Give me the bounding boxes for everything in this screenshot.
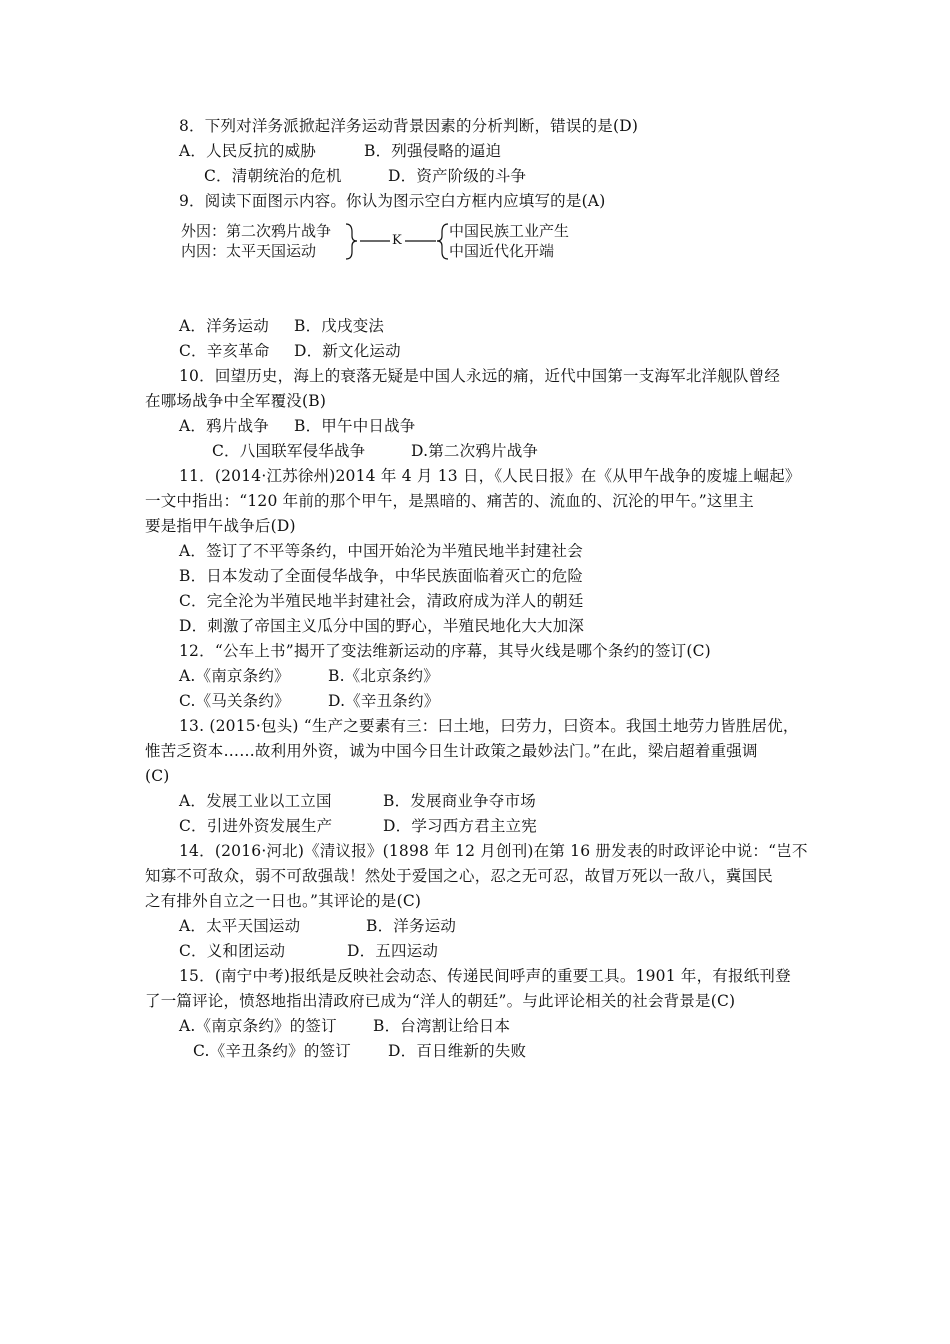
- q8-stem: 8．下列对洋务派掀起洋务运动背景因素的分析判断，错误的是(D): [179, 117, 639, 135]
- q9-option-a: A．洋务运动: [179, 317, 269, 335]
- q10-option-c: C．八国联军侵华战争: [212, 442, 366, 460]
- q12-option-b: B.《北京条约》: [328, 667, 439, 685]
- q10-option-b: B．甲午中日战争: [294, 417, 416, 435]
- q11-option-c: C．完全沦为半殖民地半封建社会，清政府成为洋人的朝廷: [179, 592, 584, 610]
- q14-stem-line3: 之有排外自立之一日也。”其评论的是(C): [145, 892, 422, 910]
- q9-diagram-inner-cause: 内因：太平天国运动: [181, 242, 317, 260]
- q8-option-c: C．清朝统治的危机: [204, 167, 342, 185]
- q14-option-c: C．义和团运动: [179, 942, 286, 960]
- q9-diagram-result-2: 中国近代化开端: [449, 242, 555, 260]
- q12-option-d: D.《辛丑条约》: [328, 692, 440, 710]
- q13-option-a: A．发展工业以工立国: [179, 792, 332, 810]
- q11-option-b: B．日本发动了全面侵华战争，中华民族面临着灭亡的危险: [179, 567, 584, 585]
- q15-option-b: B．台湾割让给日本: [373, 1017, 511, 1035]
- q14-option-b: B．洋务运动: [366, 917, 457, 935]
- q13-stem-line3: (C): [145, 767, 170, 785]
- q13-stem-line2: 惟苦乏资本……故利用外资，诚为中国今日生计政策之最妙法门。”在此，梁启超着重强调: [145, 742, 758, 760]
- q9-option-d: D．新文化运动: [294, 342, 401, 360]
- q13-stem-line1: 13. (2015·包头) “生产之要素有三：曰土地，曰劳力，曰资本。我国土地劳力皆胜居优，: [179, 717, 799, 735]
- q13-option-c: C．引进外资发展生产: [179, 817, 333, 835]
- q9-diagram-outer-cause: 外因：第二次鸦片战争: [181, 222, 332, 240]
- q10-stem-line1: 10．回望历史，海上的衰落无疑是中国人永远的痛，近代中国第一支海军北洋舰队曾经: [179, 367, 781, 385]
- q9-option-b: B．戊戌变法: [294, 317, 385, 335]
- q14-option-a: A．太平天国运动: [179, 917, 301, 935]
- q11-option-a: A．签订了不平等条约，中国开始沦为半殖民地半封建社会: [179, 542, 583, 560]
- q9-diagram-result-1: 中国民族工业产生: [449, 222, 570, 240]
- q8-option-b: B．列强侵略的逼迫: [364, 142, 502, 160]
- q11-stem-line2: 一文中指出：“120 年前的那个甲午，是黑暗的、痛苦的、流血的、沉沦的甲午。”这里主: [145, 492, 755, 510]
- q15-option-d: D．百日维新的失败: [388, 1042, 527, 1060]
- q15-stem-line2: 了一篇评论，愤怒地指出清政府已成为“洋人的朝廷”。与此评论相关的社会背景是(C): [145, 992, 736, 1010]
- q14-stem-line1: 14．(2016·河北)《清议报》(1898 年 12 月创刊)在第 16 册发表的时政评论中说：“岂不: [179, 842, 808, 860]
- q11-option-d: D．刺激了帝国主义瓜分中国的野心，半殖民地化大大加深: [179, 617, 585, 635]
- q12-stem: 12．“公车上书”揭开了变法维新运动的序幕，其导火线是哪个条约的签订(C): [179, 642, 711, 660]
- q9-stem: 9．阅读下面图示内容。你认为图示空白方框内应填写的是(A): [179, 192, 606, 210]
- q13-option-d: D．学习西方君主立宪: [383, 817, 537, 835]
- q8-option-a: A．人民反抗的威胁: [179, 142, 316, 160]
- q8-option-d: D．资产阶级的斗争: [388, 167, 527, 185]
- q15-option-c: C.《辛丑条约》的签订: [193, 1042, 351, 1060]
- q10-stem-line2: 在哪场战争中全军覆没(B): [145, 392, 327, 410]
- q10-option-a: A．鸦片战争: [179, 417, 269, 435]
- q11-stem-line3: 要是指甲午战争后(D): [145, 517, 296, 535]
- q12-option-c: C.《马关条约》: [179, 692, 290, 710]
- q14-stem-line2: 知寡不可敌众，弱不可敌强哉！然处于爱国之心，忍之无可忍，故冒万死以一敌八，冀国民: [145, 867, 774, 885]
- q9-option-c: C．辛亥革命: [179, 342, 270, 360]
- q12-option-a: A.《南京条约》: [179, 667, 290, 685]
- q10-option-d: D.第二次鸦片战争: [411, 442, 539, 460]
- q9-diagram-center-box: K: [392, 233, 402, 248]
- q15-option-a: A.《南京条约》的签订: [179, 1017, 337, 1035]
- q13-option-b: B．发展商业争夺市场: [383, 792, 536, 810]
- q15-stem-line1: 15．(南宁中考)报纸是反映社会动态、传递民间呼声的重要工具。1901 年，有报纸刊登: [179, 967, 791, 985]
- q11-stem-line1: 11．(2014·江苏徐州)2014 年 4 月 13 日，《人民日报》在《从甲午战争的废墟上崛起》: [179, 467, 801, 485]
- q14-option-d: D．五四运动: [347, 942, 439, 960]
